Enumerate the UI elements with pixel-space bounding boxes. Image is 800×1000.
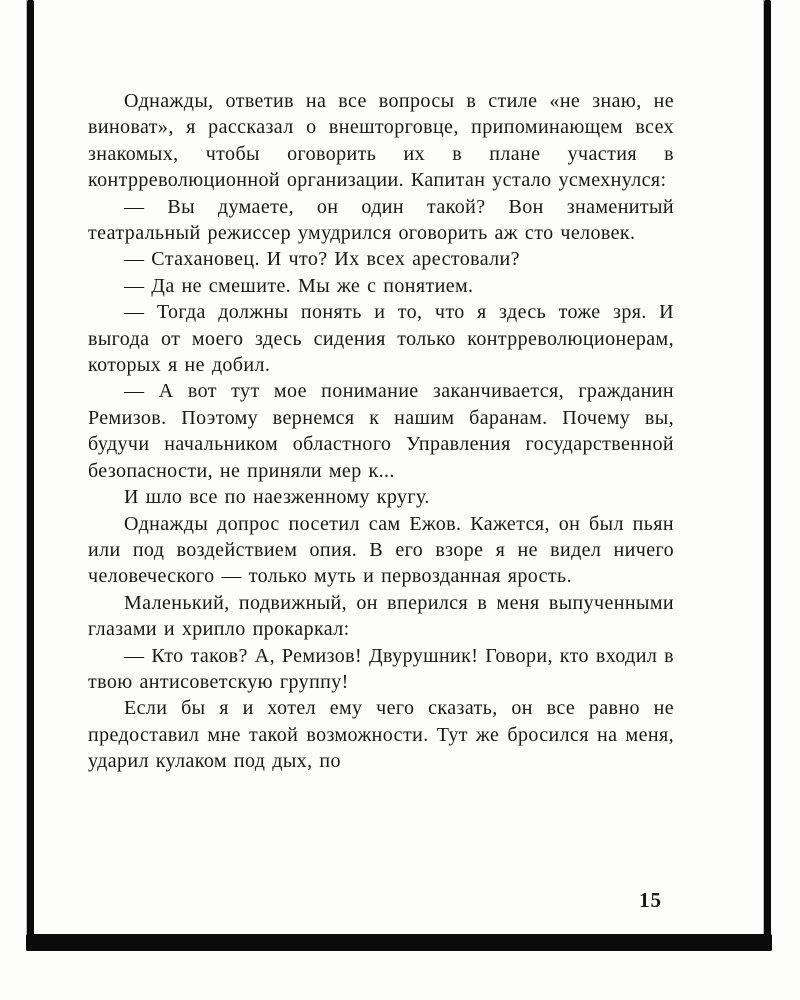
paragraph: Маленький, подвижный, он вперился в меня выпученными глазами и хрипло прокаркал: — [88, 591, 674, 641]
scan-edge-left — [27, 0, 34, 951]
paragraph: Однажды допрос посетил сам Ежов. Кажется, он был пьян или под воздействием опия. В его взоре я не видел ничего человеческого — только муть и первозданная ярость. — [88, 512, 674, 588]
paragraph: — Кто таков? А, Ремизов! Двурушник! Говори, кто входил в твою антисоветскую группу! — [88, 644, 674, 693]
paragraph: — Тогда должны понять и то, что я здесь тоже зря. И выгода от моего здесь сидения только контрреволюционерам, которых я не добил. — [88, 301, 674, 377]
scan-edge-bottom — [26, 934, 772, 951]
scan-edge-right — [764, 0, 771, 951]
page-text-block — [88, 88, 674, 775]
page-number: 15 — [639, 888, 662, 912]
paragraph: Если бы я и хотел ему чего сказать, он все равно не предоставил мне такой возможности. Тут же бросился на меня, ударил кулаком под дых, по — [88, 697, 674, 773]
paragraph: — А вот тут мое понимание заканчивается, гражданин Ремизов. Поэтому вернемся к нашим баранам. Почему вы, будучи начальником областного Управления государственной безопасности, не приняли мер к... — [88, 380, 674, 482]
paragraph: — Да не смешите. Мы же с понятием. — [124, 274, 474, 297]
paragraph: — Стахановец. И что? Их всех арестовали? — [124, 248, 520, 271]
paragraph: — Вы думаете, он один такой? Вон знаменитый театральный режиссер умудрился оговорить аж сто человек. — [88, 195, 674, 245]
paragraph: Однажды, ответив на все вопросы в стиле «не знаю, не виноват», я рассказал о внешторговце, припоминающем всех знакомых, чтобы оговорить их в плане участия в контрреволюционной организации. Капитан устало усмехнулся: — [88, 90, 674, 192]
paragraph: И шло все по наезженному кругу. — [124, 486, 430, 509]
